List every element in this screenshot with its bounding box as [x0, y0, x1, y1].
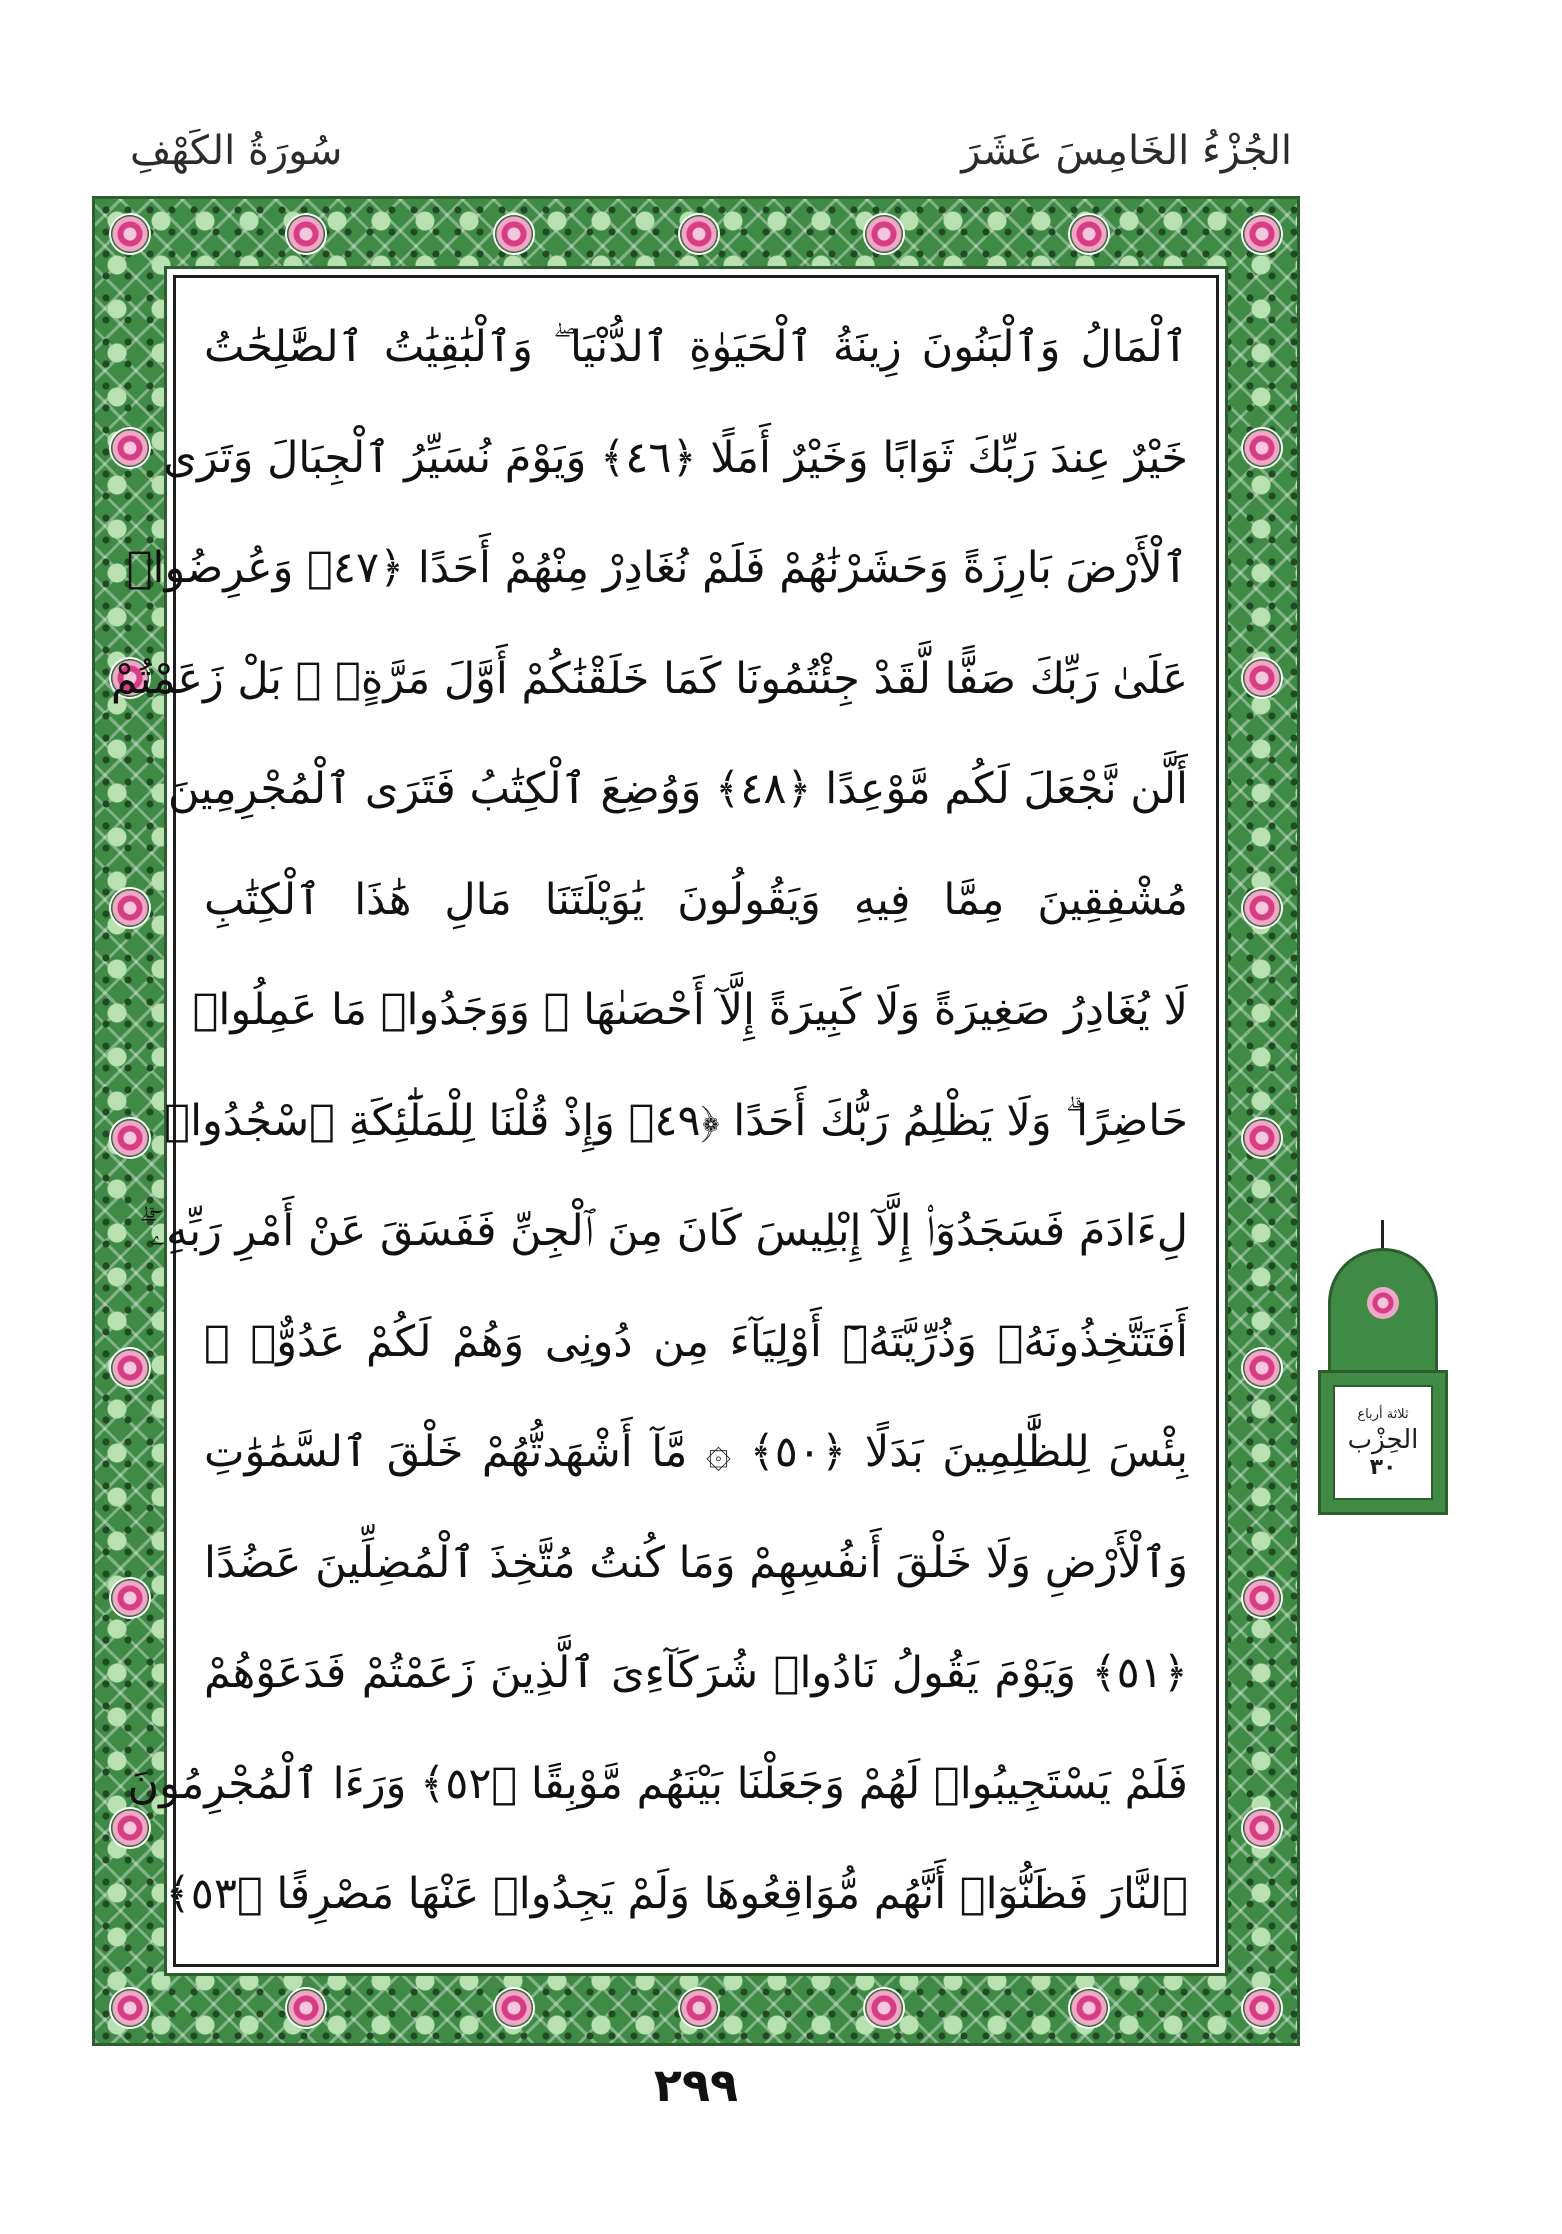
hizb-dome-ornament	[1328, 1248, 1438, 1378]
verse-line: مُشْفِقِينَ مِمَّا فِيهِ وَيَقُولُونَ يَٰوَيْلَتَنَا مَالِ هَٰذَا ٱلْكِتَٰبِ	[204, 874, 1188, 925]
right-rosette-5	[1243, 1349, 1281, 1387]
right-rosette-2	[1243, 659, 1281, 697]
verse-line: لَا يُغَادِرُ صَغِيرَةً وَلَا كَبِيرَةً إِلَّآ أَحْصَىٰهَا ۚ وَوَجَدُوا۟ مَا عَمِلُوا۟	[192, 985, 1188, 1035]
verse-line: لِءَادَمَ فَسَجَدُوٓا۟ إِلَّآ إِبْلِيسَ كَانَ مِنَ ٱلْجِنِّ فَفَسَقَ عَنْ أَمْرِ رَبِّهِۦٓ ۗ	[139, 1206, 1188, 1256]
header-surah: سُورَةُ الكَهْفِ	[130, 128, 343, 174]
verse-line: عَلَىٰ رَبِّكَ صَفًّا لَّقَدْ جِئْتُمُونَا كَمَا خَلَقْنَٰكُمْ أَوَّلَ مَرَّةٍۭ ۚ بَلْ زَعَمْتُمْ	[110, 653, 1188, 704]
verse-line: أَلَّن نَّجْعَلَ لَكُم مَّوْعِدًا ﴿٤٨﴾ وَوُضِعَ ٱلْكِتَٰبُ فَتَرَى ٱلْمُجْرِمِينَ	[167, 764, 1188, 814]
bottom-rosette-1	[287, 1989, 325, 2027]
left-rosette-5	[111, 1349, 149, 1387]
verse-lines	[110, 300, 1188, 1942]
verse-line: أَفَتَتَّخِذُونَهُۥ وَذُرِّيَّتَهُۥٓ أَوْلِيَآءَ مِن دُونِى وَهُمْ لَكُمْ عَدُوٌّۢ ۚ	[204, 1316, 1188, 1367]
bottom-rosette-5	[1070, 1989, 1108, 2027]
right-rosette-7	[1243, 1809, 1281, 1847]
hizb-label: الحِزْب	[1347, 1424, 1419, 1455]
verse-line: ٱلنَّارَ فَظَنُّوٓا۟ أَنَّهُم مُّوَاقِعُوهَا وَلَمْ يَجِدُوا۟ عَنْهَا مَصْرِفًا ﴿٥٣﴾	[165, 1869, 1188, 1919]
corner-rosette-bottom-left	[111, 1989, 149, 2027]
verse-line: وَٱلْأَرْضِ وَلَا خَلْقَ أَنفُسِهِمْ وَمَا كُنتُ مُتَّخِذَ ٱلْمُضِلِّينَ عَضُدًا	[204, 1537, 1188, 1588]
verse-line: خَيْرٌ عِندَ رَبِّكَ ثَوَابًا وَخَيْرٌ أَمَلًا ﴿٤٦﴾ وَيَوْمَ نُسَيِّرُ ٱلْجِبَالَ وَتَرَى	[163, 432, 1188, 483]
hizb-label-panel	[1333, 1385, 1433, 1500]
page-number: ٢٩٩	[653, 2058, 739, 2112]
corner-rosette-bottom-right	[1243, 1989, 1281, 2027]
text-panel	[110, 275, 1219, 1967]
hizb-marker	[1318, 1220, 1448, 1515]
top-rosette-2	[495, 215, 533, 253]
verse-line: ٱلْأَرْضَ بَارِزَةً وَحَشَرْنَٰهُمْ فَلَمْ نُغَادِرْ مِنْهُمْ أَحَدًا ﴿٤٧﴾ وَعُرِضُوا۟	[126, 543, 1188, 593]
top-rosette-1	[287, 215, 325, 253]
right-rosette-6	[1243, 1579, 1281, 1617]
top-rosette-3	[680, 215, 718, 253]
hizb-box	[1318, 1370, 1448, 1515]
corner-rosette-top-right	[1243, 215, 1281, 253]
hizb-finial	[1381, 1220, 1384, 1250]
left-rosette-3	[111, 889, 149, 927]
header-juz: الجُزْءُ الخَامِسَ عَشَرَ	[961, 128, 1292, 174]
bottom-rosette-4	[865, 1989, 903, 2027]
left-rosette-1	[111, 429, 149, 467]
top-rosette-4	[865, 215, 903, 253]
bottom-rosette-3	[680, 1989, 718, 2027]
ornamental-frame	[92, 196, 1300, 2046]
verse-line: فَلَمْ يَسْتَجِيبُوا۟ لَهُمْ وَجَعَلْنَا بَيْنَهُم مَّوْبِقًا ﴿٥٢﴾ وَرَءَا ٱلْمُجْرِمُونَ	[127, 1758, 1188, 1809]
hizb-quarter: ثلاثة أرباع	[1357, 1406, 1409, 1422]
verse-line: حَاضِرًا ۗ وَلَا يَظْلِمُ رَبُّكَ أَحَدًا ﴿٤٩﴾ وَإِذْ قُلْنَا لِلْمَلَٰٓئِكَةِ ٱسْجُدُوا۟	[164, 1095, 1188, 1146]
right-rosette-1	[1243, 429, 1281, 467]
left-rosette-6	[111, 1579, 149, 1617]
bottom-rosette-2	[495, 1989, 533, 2027]
right-rosette-4	[1243, 1119, 1281, 1157]
hizb-number: ٣٠	[1369, 1454, 1397, 1480]
verse-line: بِئْسَ لِلظَّٰلِمِينَ بَدَلًا ﴿٥٠﴾ ۞ مَّآ أَشْهَدتُّهُمْ خَلْقَ ٱلسَّمَٰوَٰتِ	[204, 1427, 1188, 1477]
right-rosette-3	[1243, 889, 1281, 927]
verse-line: ﴿٥١﴾ وَيَوْمَ يَقُولُ نَادُوا۟ شُرَكَآءِىَ ٱلَّذِينَ زَعَمْتُمْ فَدَعَوْهُمْ	[204, 1648, 1188, 1698]
verse-line: ٱلْمَالُ وَٱلْبَنُونَ زِينَةُ ٱلْحَيَوٰةِ ٱلدُّنْيَا ۖ وَٱلْبَٰقِيَٰتُ ٱلصَّٰلِحَٰتُ	[204, 322, 1188, 372]
top-rosette-5	[1070, 215, 1108, 253]
left-rosette-4	[111, 1119, 149, 1157]
corner-rosette-top-left	[111, 215, 149, 253]
